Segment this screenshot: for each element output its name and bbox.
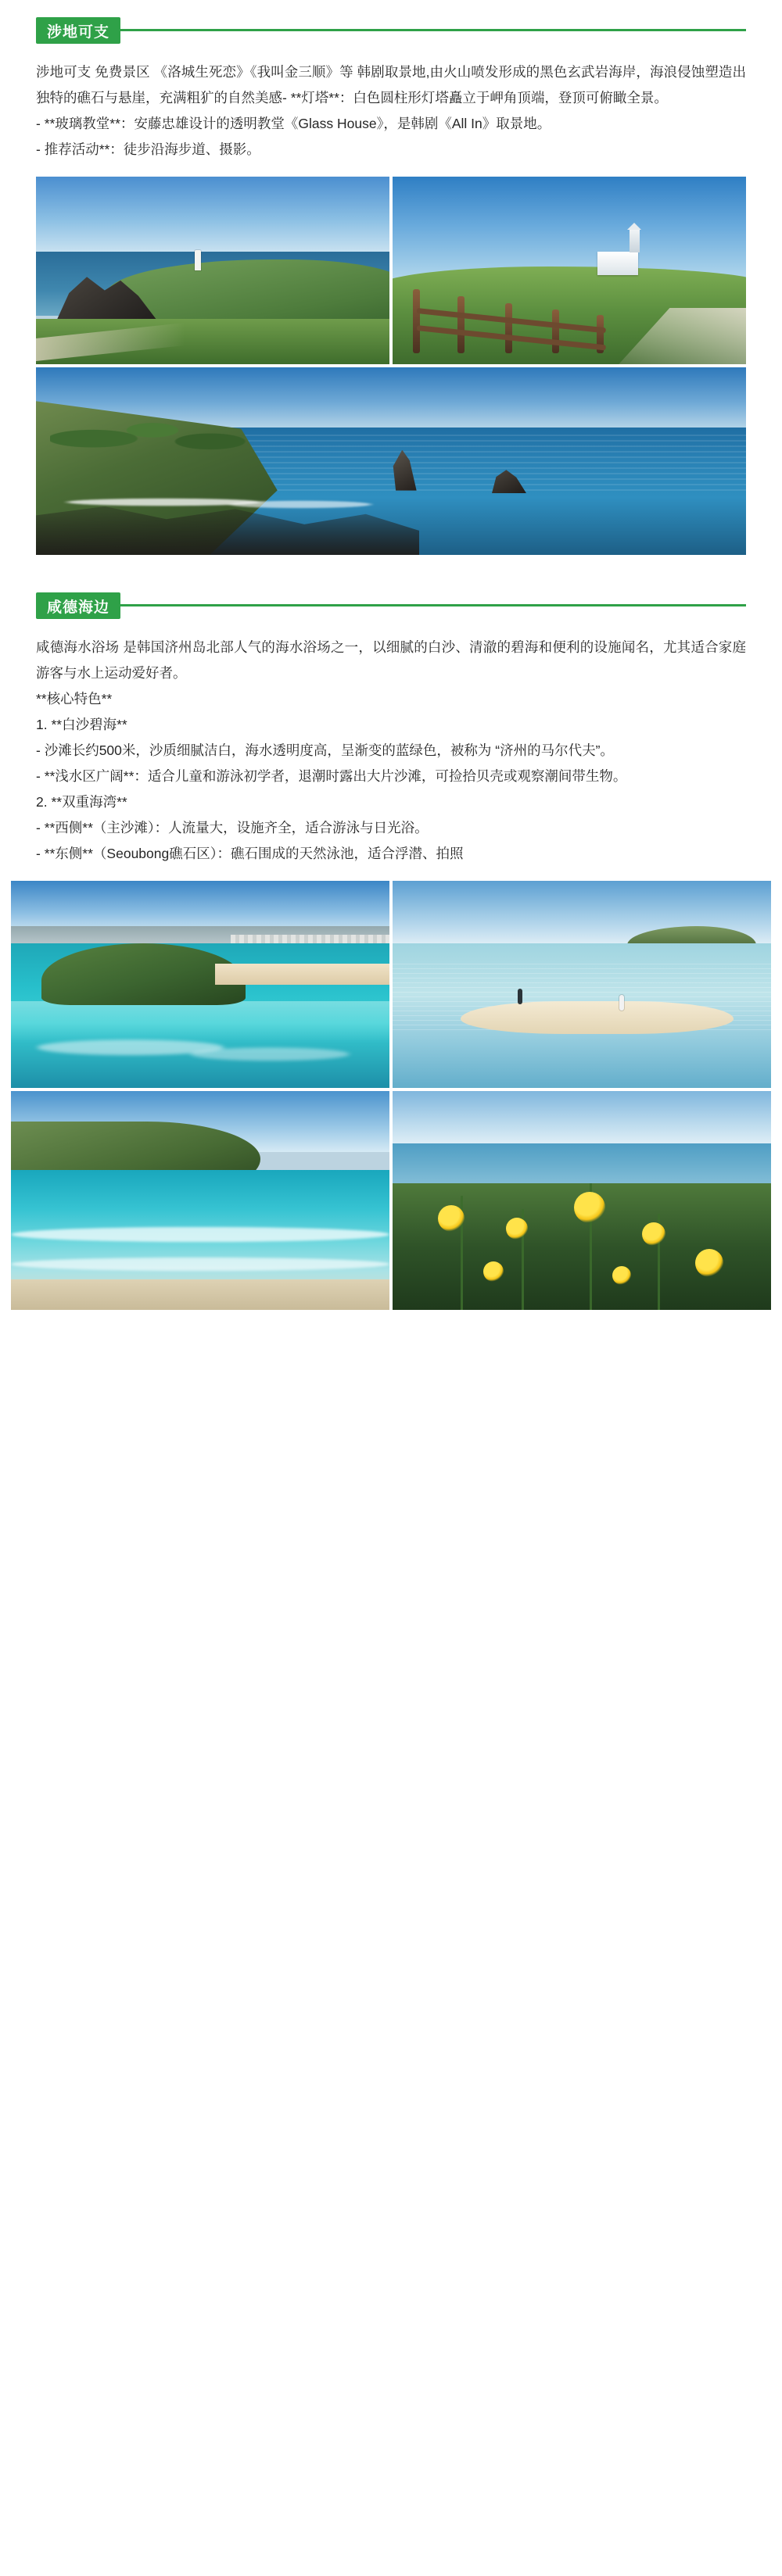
glass-house-photo: [393, 177, 746, 364]
heading-label: 咸德海边: [47, 599, 110, 616]
heading-badge: [36, 592, 120, 619]
sandbar-walkers-photo: [393, 881, 771, 1088]
paragraph: - **西侧**（主沙滩）：人流量大，设施齐全，适合游泳与日光浴。: [36, 820, 429, 835]
section-heading-seopjikoji: [0, 6, 782, 55]
heading-badge: [36, 17, 120, 44]
heading-label: 涉地可支: [47, 23, 110, 41]
section-body-hamdeok: [0, 635, 782, 867]
paragraph: - **玻璃教堂**：安藤忠雄设计的透明教堂《Glass House》，是韩剧《All In》取景地。: [36, 116, 551, 131]
heading-rule: [36, 604, 746, 606]
photo-row: [11, 881, 771, 1088]
paragraph: 2. **双重海湾**: [36, 794, 127, 810]
cliff-lighthouse-photo: [36, 177, 389, 364]
photo-row: [11, 1091, 771, 1310]
photo-row: [36, 367, 746, 555]
photo-gallery-hamdeok: [0, 881, 782, 1310]
photo-row: [36, 177, 746, 364]
photo-gallery-seopjikoji: [0, 177, 782, 555]
section-heading-hamdeok: [0, 581, 782, 630]
paragraph: - **东侧**（Seoubong礁石区）：礁石围成的天然泳池，适合浮潜、拍照: [36, 846, 464, 861]
heading-rule: [36, 29, 746, 31]
paragraph: 涉地可支 免费景区 《洛城生死恋》《我叫金三顺》等 韩剧取景地,由火山喷发形成的黑色玄武岩海岸，海浪侵蚀塑造出独特的礁石与悬崖，充满粗犷的自然美感- **灯塔**：白色圆柱形灯塔矗立于岬角顶端，登顶可俯瞰全景。: [36, 64, 746, 106]
paragraph: - 沙滩长约500米，沙质细腻洁白，海水透明度高，呈渐变的蓝绿色，被称为 “济州的马尔代夫”。: [36, 742, 614, 758]
sea-stack-panorama-photo: [36, 367, 746, 555]
paragraph: 咸德海水浴场 是韩国济州岛北部人气的海水浴场之一，以细腻的白沙、清澈的碧海和便利的设施闻名，尤其适合家庭游客与水上运动爱好者。: [36, 639, 746, 681]
canola-coast-photo: [393, 1091, 771, 1310]
section-body-seopjikoji: [0, 59, 782, 163]
paragraph: **核心特色**: [36, 691, 113, 707]
hamdeok-bay-aerial-photo: [11, 881, 389, 1088]
paragraph: 1. **白沙碧海**: [36, 717, 127, 732]
paragraph: - 推荐活动**：徒步沿海步道、摄影。: [36, 141, 260, 157]
paragraph: - **浅水区广阔**：适合儿童和游泳初学者，退潮时露出大片沙滩，可捡拾贝壳或观察潮间带生物。: [36, 768, 627, 784]
beach-surf-photo: [11, 1091, 389, 1310]
